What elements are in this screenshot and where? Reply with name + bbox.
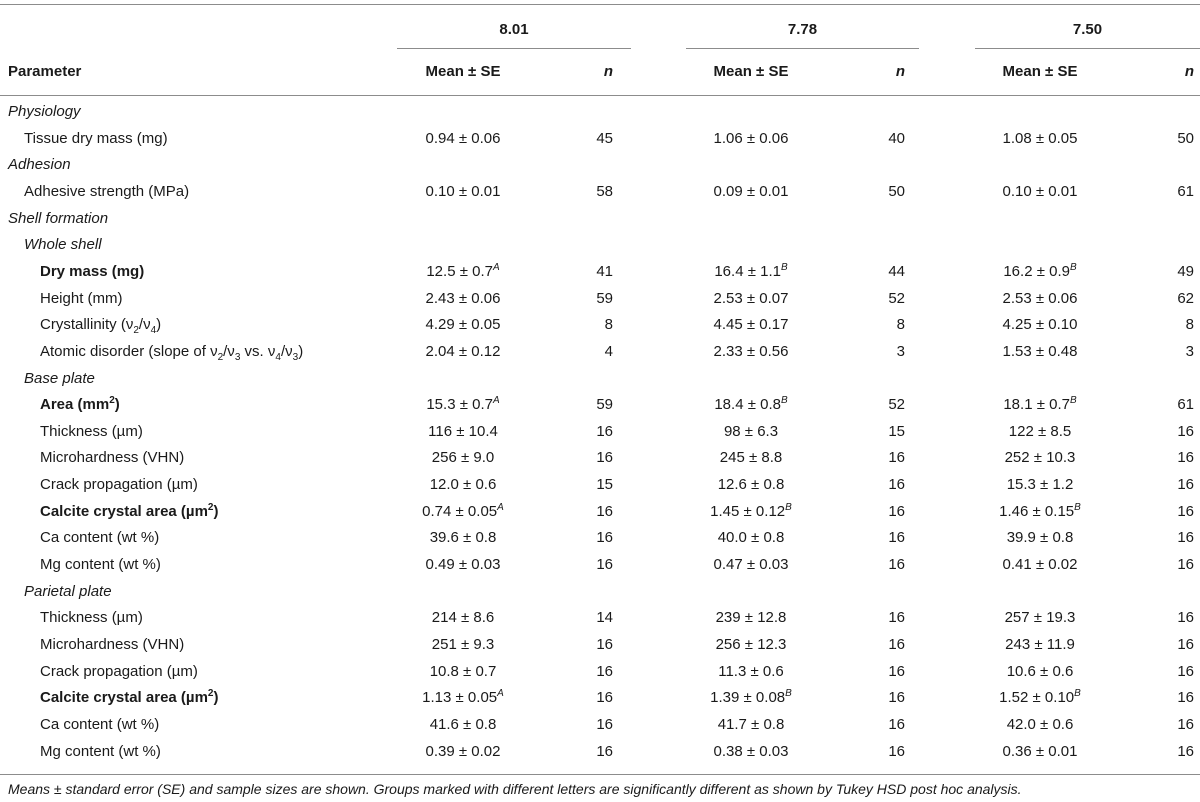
row-label: Mg content (wt %)	[40, 743, 161, 760]
mean-se-value: 1.53 ± 0.48	[1002, 343, 1078, 360]
n-value: 61	[1177, 183, 1194, 200]
n-value: 16	[888, 609, 905, 626]
n-header: n	[1184, 63, 1194, 80]
section-label: Shell formation	[8, 210, 109, 227]
mean-se-value: 98 ± 6.3	[723, 423, 779, 440]
mean-se-value: 256 ± 9.0	[431, 449, 495, 466]
mean-se-value: 12.6 ± 0.8	[717, 476, 785, 493]
parameter-header: Parameter	[8, 63, 82, 80]
mean-se-value: $16.4 \pm 1.1^B$	[714, 262, 788, 280]
n-value: 16	[888, 503, 905, 520]
mean-se-value: 41.6 ± 0.8	[429, 716, 497, 733]
mean-se-value: $18.4 \pm 0.8^B$	[714, 395, 788, 413]
mean-se-value: 239 ± 12.8	[715, 609, 787, 626]
n-value: 59	[596, 290, 613, 307]
n-value: 61	[1177, 396, 1194, 413]
n-value: 45	[596, 130, 613, 147]
n-value: 16	[1177, 423, 1194, 440]
n-value: 49	[1177, 263, 1194, 280]
n-value: 59	[596, 396, 613, 413]
mean-se-value: 0.47 ± 0.03	[713, 556, 789, 573]
n-value: 16	[596, 689, 613, 706]
mean-se-header: Mean ± SE	[713, 63, 789, 80]
mean-se-value: 4.25 ± 0.10	[1002, 316, 1078, 333]
n-header: n	[603, 63, 613, 80]
row-label: Microhardness (VHN)	[40, 636, 185, 653]
section-label: Physiology	[8, 103, 81, 120]
section-label: Adhesion	[8, 156, 71, 173]
mean-se-value: 257 ± 19.3	[1004, 609, 1076, 626]
n-value: 52	[888, 396, 905, 413]
mean-se-value: 0.38 ± 0.03	[713, 743, 789, 760]
header-bottom-rule	[0, 95, 1200, 96]
n-value: 16	[1177, 476, 1194, 493]
row-label: Microhardness (VHN)	[40, 449, 185, 466]
table-footnote: Means ± standard error (SE) and sample sizes are shown. Groups marked with different letters are significantly different as shown by Tukey HSD post hoc analysis.	[8, 781, 1022, 797]
n-value: 16	[1177, 503, 1194, 520]
n-value: 16	[888, 449, 905, 466]
n-value: 8	[604, 316, 613, 333]
mean-se-value: 4.29 ± 0.05	[425, 316, 501, 333]
mean-se-value: $1.13 \pm 0.05^A$	[422, 688, 504, 706]
n-value: 16	[596, 449, 613, 466]
mean-se-value: $16.2 \pm 0.9^B$	[1003, 262, 1077, 280]
mean-se-header: Mean ± SE	[425, 63, 501, 80]
n-value: 16	[596, 503, 613, 520]
row-label: Ca content (wt %)	[40, 529, 160, 546]
row-label: Crack propagation (µm)	[40, 663, 198, 680]
n-value: 3	[1185, 343, 1194, 360]
mean-se-value: $1.52 \pm 0.10^B$	[999, 688, 1081, 706]
row-label: Atomic disorder (slope of $\nu_2/\nu_3$ vs. $\nu_4/\nu_3$)	[40, 343, 304, 363]
n-value: 16	[888, 663, 905, 680]
mean-se-header: Mean ± SE	[1002, 63, 1078, 80]
mean-se-value: 0.36 ± 0.01	[1002, 743, 1078, 760]
subsection-label: Parietal plate	[24, 583, 112, 600]
group-rule-1	[686, 48, 919, 49]
mean-se-value: 0.49 ± 0.03	[425, 556, 501, 573]
n-value: 16	[596, 743, 613, 760]
mean-se-value: 1.06 ± 0.06	[713, 130, 789, 147]
row-label: Height (mm)	[40, 290, 123, 307]
group-header-8-01: 8.01	[499, 21, 529, 38]
n-value: 16	[1177, 636, 1194, 653]
mean-se-value: 4.45 ± 0.17	[713, 316, 789, 333]
mean-se-value: 10.8 ± 0.7	[429, 663, 497, 680]
n-value: 16	[888, 556, 905, 573]
row-label: Calcite crystal area (µm$^2$)	[40, 688, 219, 706]
n-value: 50	[1177, 130, 1194, 147]
mean-se-value: $15.3 \pm 0.7^A$	[426, 395, 500, 413]
n-value: 40	[888, 130, 905, 147]
n-value: 16	[888, 636, 905, 653]
mean-se-value: 2.33 ± 0.56	[713, 343, 789, 360]
mean-se-value: $1.45 \pm 0.12^B$	[710, 502, 792, 520]
mean-se-value: 2.53 ± 0.07	[713, 290, 789, 307]
mean-se-value: 0.94 ± 0.06	[425, 130, 501, 147]
mean-se-value: 122 ± 8.5	[1008, 423, 1072, 440]
mean-se-value: $0.74 \pm 0.05^A$	[422, 502, 504, 520]
n-value: 16	[888, 689, 905, 706]
n-value: 16	[1177, 743, 1194, 760]
mean-se-value: 252 ± 10.3	[1004, 449, 1076, 466]
n-value: 16	[596, 529, 613, 546]
n-value: 16	[1177, 689, 1194, 706]
mean-se-value: 40.0 ± 0.8	[717, 529, 785, 546]
n-value: 16	[888, 529, 905, 546]
mean-se-value: 41.7 ± 0.8	[717, 716, 785, 733]
n-value: 16	[1177, 529, 1194, 546]
n-value: 15	[596, 476, 613, 493]
n-value: 16	[1177, 556, 1194, 573]
n-value: 16	[888, 743, 905, 760]
row-label: Dry mass (mg)	[40, 263, 145, 280]
group-header-7-78: 7.78	[787, 21, 818, 38]
n-value: 44	[888, 263, 905, 280]
mean-se-value: 214 ± 8.6	[431, 609, 495, 626]
mean-se-value: 15.3 ± 1.2	[1006, 476, 1074, 493]
row-label: Crystallinity $(\nu_2/\nu_4)$	[40, 316, 162, 336]
n-value: 50	[888, 183, 905, 200]
n-value: 41	[596, 263, 613, 280]
mean-se-value: 243 ± 11.9	[1005, 636, 1075, 653]
row-label: Adhesive strength (MPa)	[24, 183, 190, 200]
n-value: 16	[1177, 663, 1194, 680]
n-value: 15	[888, 423, 905, 440]
mean-se-value: 2.53 ± 0.06	[1002, 290, 1078, 307]
n-value: 16	[596, 716, 613, 733]
group-rule-2	[975, 48, 1200, 49]
mean-se-value: $12.5 \pm 0.7^A$	[426, 262, 500, 280]
mean-se-value: 116 ± 10.4	[428, 423, 498, 440]
n-value: 14	[596, 609, 613, 626]
mean-se-value: 251 ± 9.3	[431, 636, 495, 653]
n-value: 8	[1185, 316, 1194, 333]
table-top-rule	[0, 4, 1200, 5]
n-value: 8	[896, 316, 905, 333]
mean-se-value: 0.41 ± 0.02	[1002, 556, 1078, 573]
n-value: 16	[596, 556, 613, 573]
group-header-7-50: 7.50	[1072, 21, 1103, 38]
mean-se-value: 39.6 ± 0.8	[429, 529, 497, 546]
mean-se-value: 12.0 ± 0.6	[429, 476, 497, 493]
mean-se-value: $1.39 \pm 0.08^B$	[710, 688, 792, 706]
subsection-label: Base plate	[24, 370, 95, 387]
group-rule-0	[397, 48, 631, 49]
row-label: Calcite crystal area (µm$^2$)	[40, 502, 219, 520]
n-value: 16	[596, 423, 613, 440]
mean-se-value: 2.04 ± 0.12	[425, 343, 501, 360]
n-value: 16	[596, 636, 613, 653]
mean-se-value: 42.0 ± 0.6	[1006, 716, 1074, 733]
mean-se-value: 0.10 ± 0.01	[1002, 183, 1078, 200]
mean-se-value: 245 ± 8.8	[719, 449, 783, 466]
n-value: 52	[888, 290, 905, 307]
n-value: 3	[896, 343, 905, 360]
n-value: 16	[888, 716, 905, 733]
n-value: 62	[1177, 290, 1194, 307]
mean-se-value: 0.10 ± 0.01	[425, 183, 501, 200]
subsection-label: Whole shell	[24, 236, 102, 253]
table-bottom-rule	[0, 774, 1200, 775]
row-label: Tissue dry mass (mg)	[24, 130, 168, 147]
n-value: 16	[1177, 716, 1194, 733]
n-value: 16	[1177, 609, 1194, 626]
mean-se-value: $18.1 \pm 0.7^B$	[1003, 395, 1077, 413]
n-value: 58	[596, 183, 613, 200]
row-label: Mg content (wt %)	[40, 556, 161, 573]
row-label: Crack propagation (µm)	[40, 476, 198, 493]
mean-se-value: 39.9 ± 0.8	[1006, 529, 1074, 546]
mean-se-value: 256 ± 12.3	[715, 636, 787, 653]
mean-se-value: 10.6 ± 0.6	[1006, 663, 1074, 680]
row-label: Thickness (µm)	[40, 423, 143, 440]
n-value: 16	[1177, 449, 1194, 466]
mean-se-value: 1.08 ± 0.05	[1002, 130, 1078, 147]
mean-se-value: 2.43 ± 0.06	[425, 290, 501, 307]
mean-se-value: $1.46 \pm 0.15^B$	[999, 502, 1081, 520]
row-label: Area $(mm^2)$	[40, 395, 120, 413]
n-header: n	[895, 63, 905, 80]
mean-se-value: 0.39 ± 0.02	[425, 743, 501, 760]
mean-se-value: 0.09 ± 0.01	[713, 183, 789, 200]
row-label: Ca content (wt %)	[40, 716, 160, 733]
n-value: 4	[604, 343, 613, 360]
n-value: 16	[888, 476, 905, 493]
n-value: 16	[596, 663, 613, 680]
row-label: Thickness (µm)	[40, 609, 143, 626]
mean-se-value: 11.3 ± 0.6	[718, 663, 784, 680]
